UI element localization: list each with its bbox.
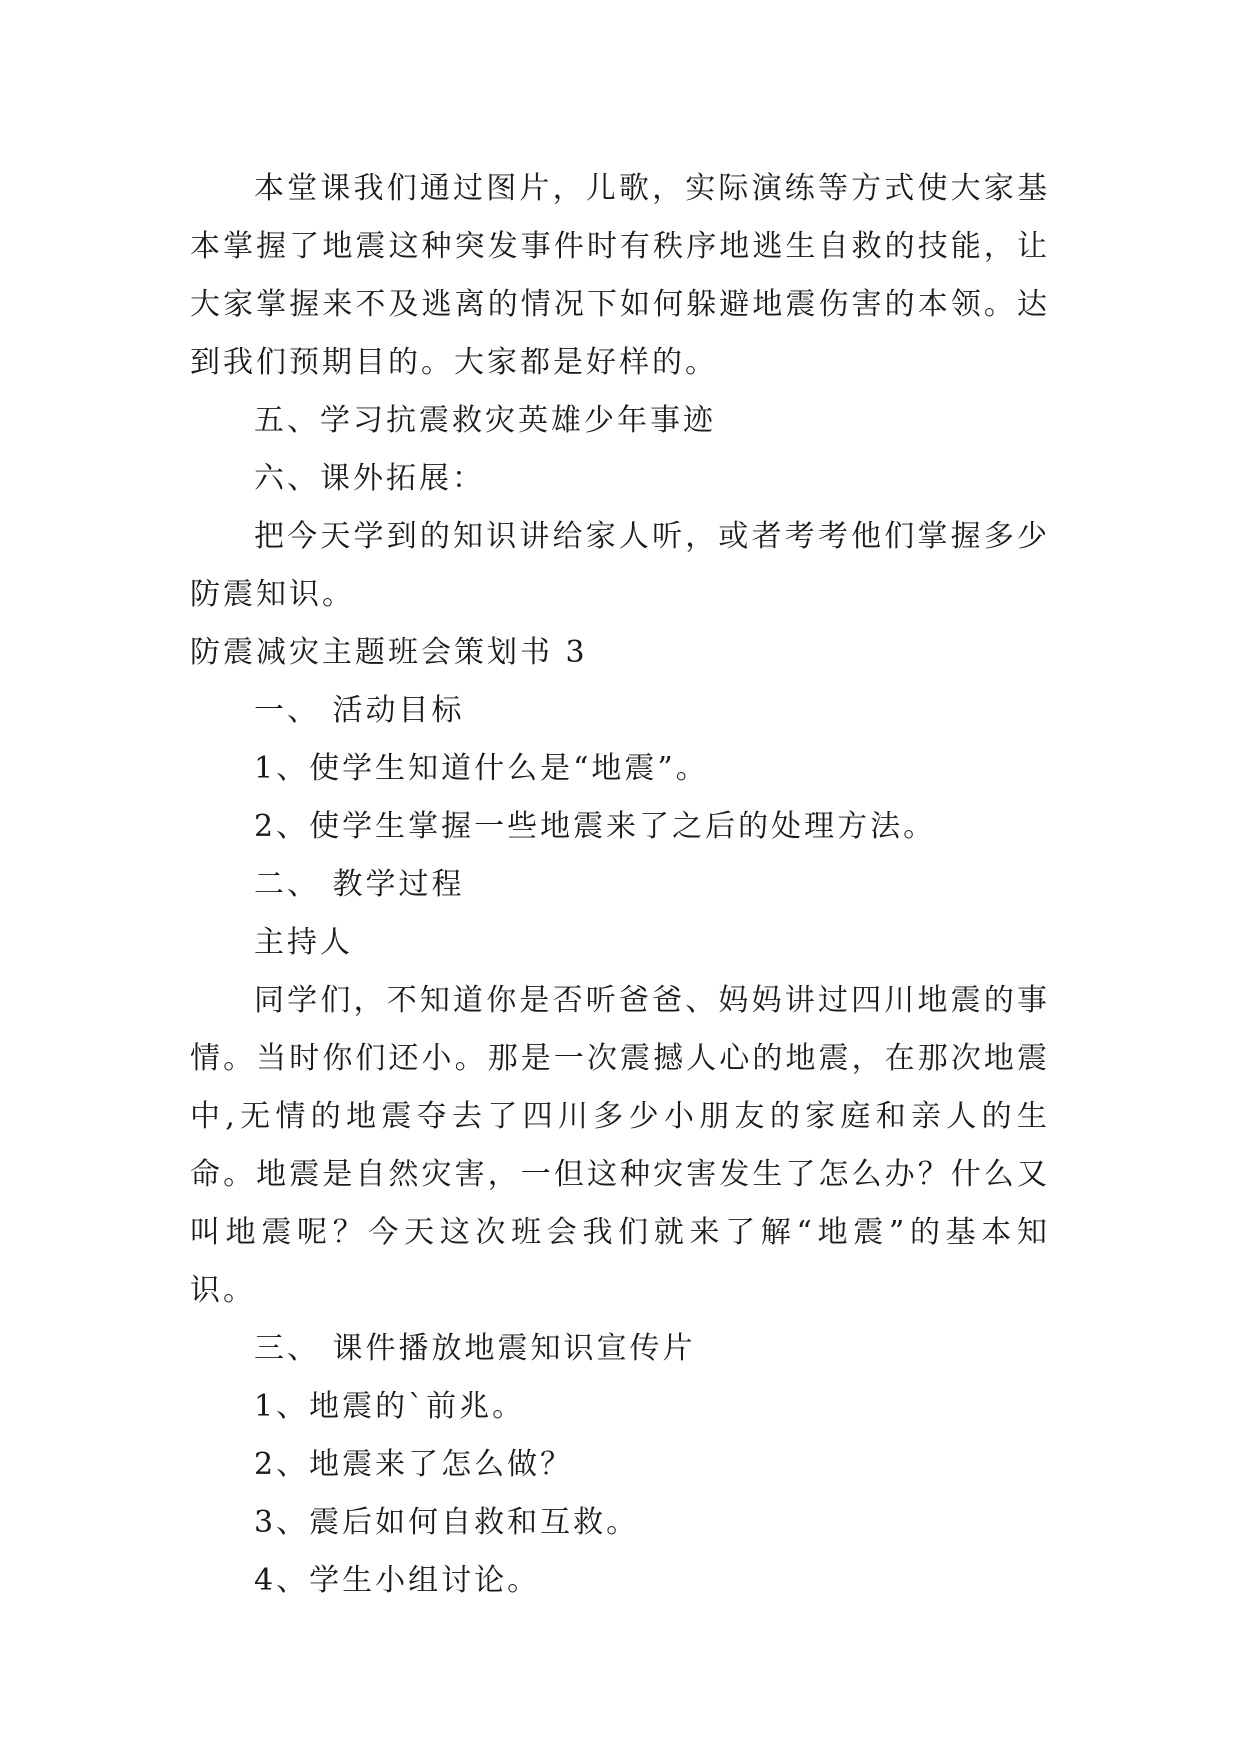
video-item-2: 2、地震来了怎么做？ [254,1447,574,1482]
video-item-1: 1、地震的`前兆。 [254,1389,526,1424]
section-three-heading: 三、 课件播放地震知识宣传片 [254,1331,696,1366]
paragraph-lesson-summary: 本堂课我们通过图片，儿歌，实际演练等方式使大家基本掌握了地震这种突发事件时有秩序地逃生自救的技能，让大家掌握来不及逃离的情况下如何躲避地震伤害的本领。达到我们预期目的。大家都是好样的。 [190,171,1050,380]
section-one-heading: 一、 活动目标 [254,693,465,728]
section-six-heading: 六、课外拓展： [254,461,485,496]
goal-item-1: 1、使学生知道什么是“地震”。 [254,751,709,786]
document-body [190,160,1050,1610]
video-item-4: 4、学生小组讨论。 [254,1563,541,1598]
goal-item-2: 2、使学生掌握一些地震来了之后的处理方法。 [254,809,937,844]
section-two-heading: 二、 教学过程 [254,867,465,902]
host-label: 主持人 [254,925,353,960]
video-item-3: 3、震后如何自救和互救。 [254,1505,640,1540]
paragraph-extension: 把今天学到的知识讲给家人听，或者考考他们掌握多少防震知识。 [190,519,1050,612]
section-five-heading: 五、学习抗震救灾英雄少年事迹 [254,403,716,438]
document-title: 防震减灾主题班会策划书 3 [190,635,588,670]
paragraph-host-speech: 同学们，不知道你是否听爸爸、妈妈讲过四川地震的事情。当时你们还小。那是一次震撼人心的地震，在那次地震中,无情的地震夺去了四川多少小朋友的家庭和亲人的生命。地震是自然灾害，一但这种灾害发生了怎么办？什么又叫地震呢？今天这次班会我们就来了解“地震”的基本知识。 [190,983,1050,1308]
